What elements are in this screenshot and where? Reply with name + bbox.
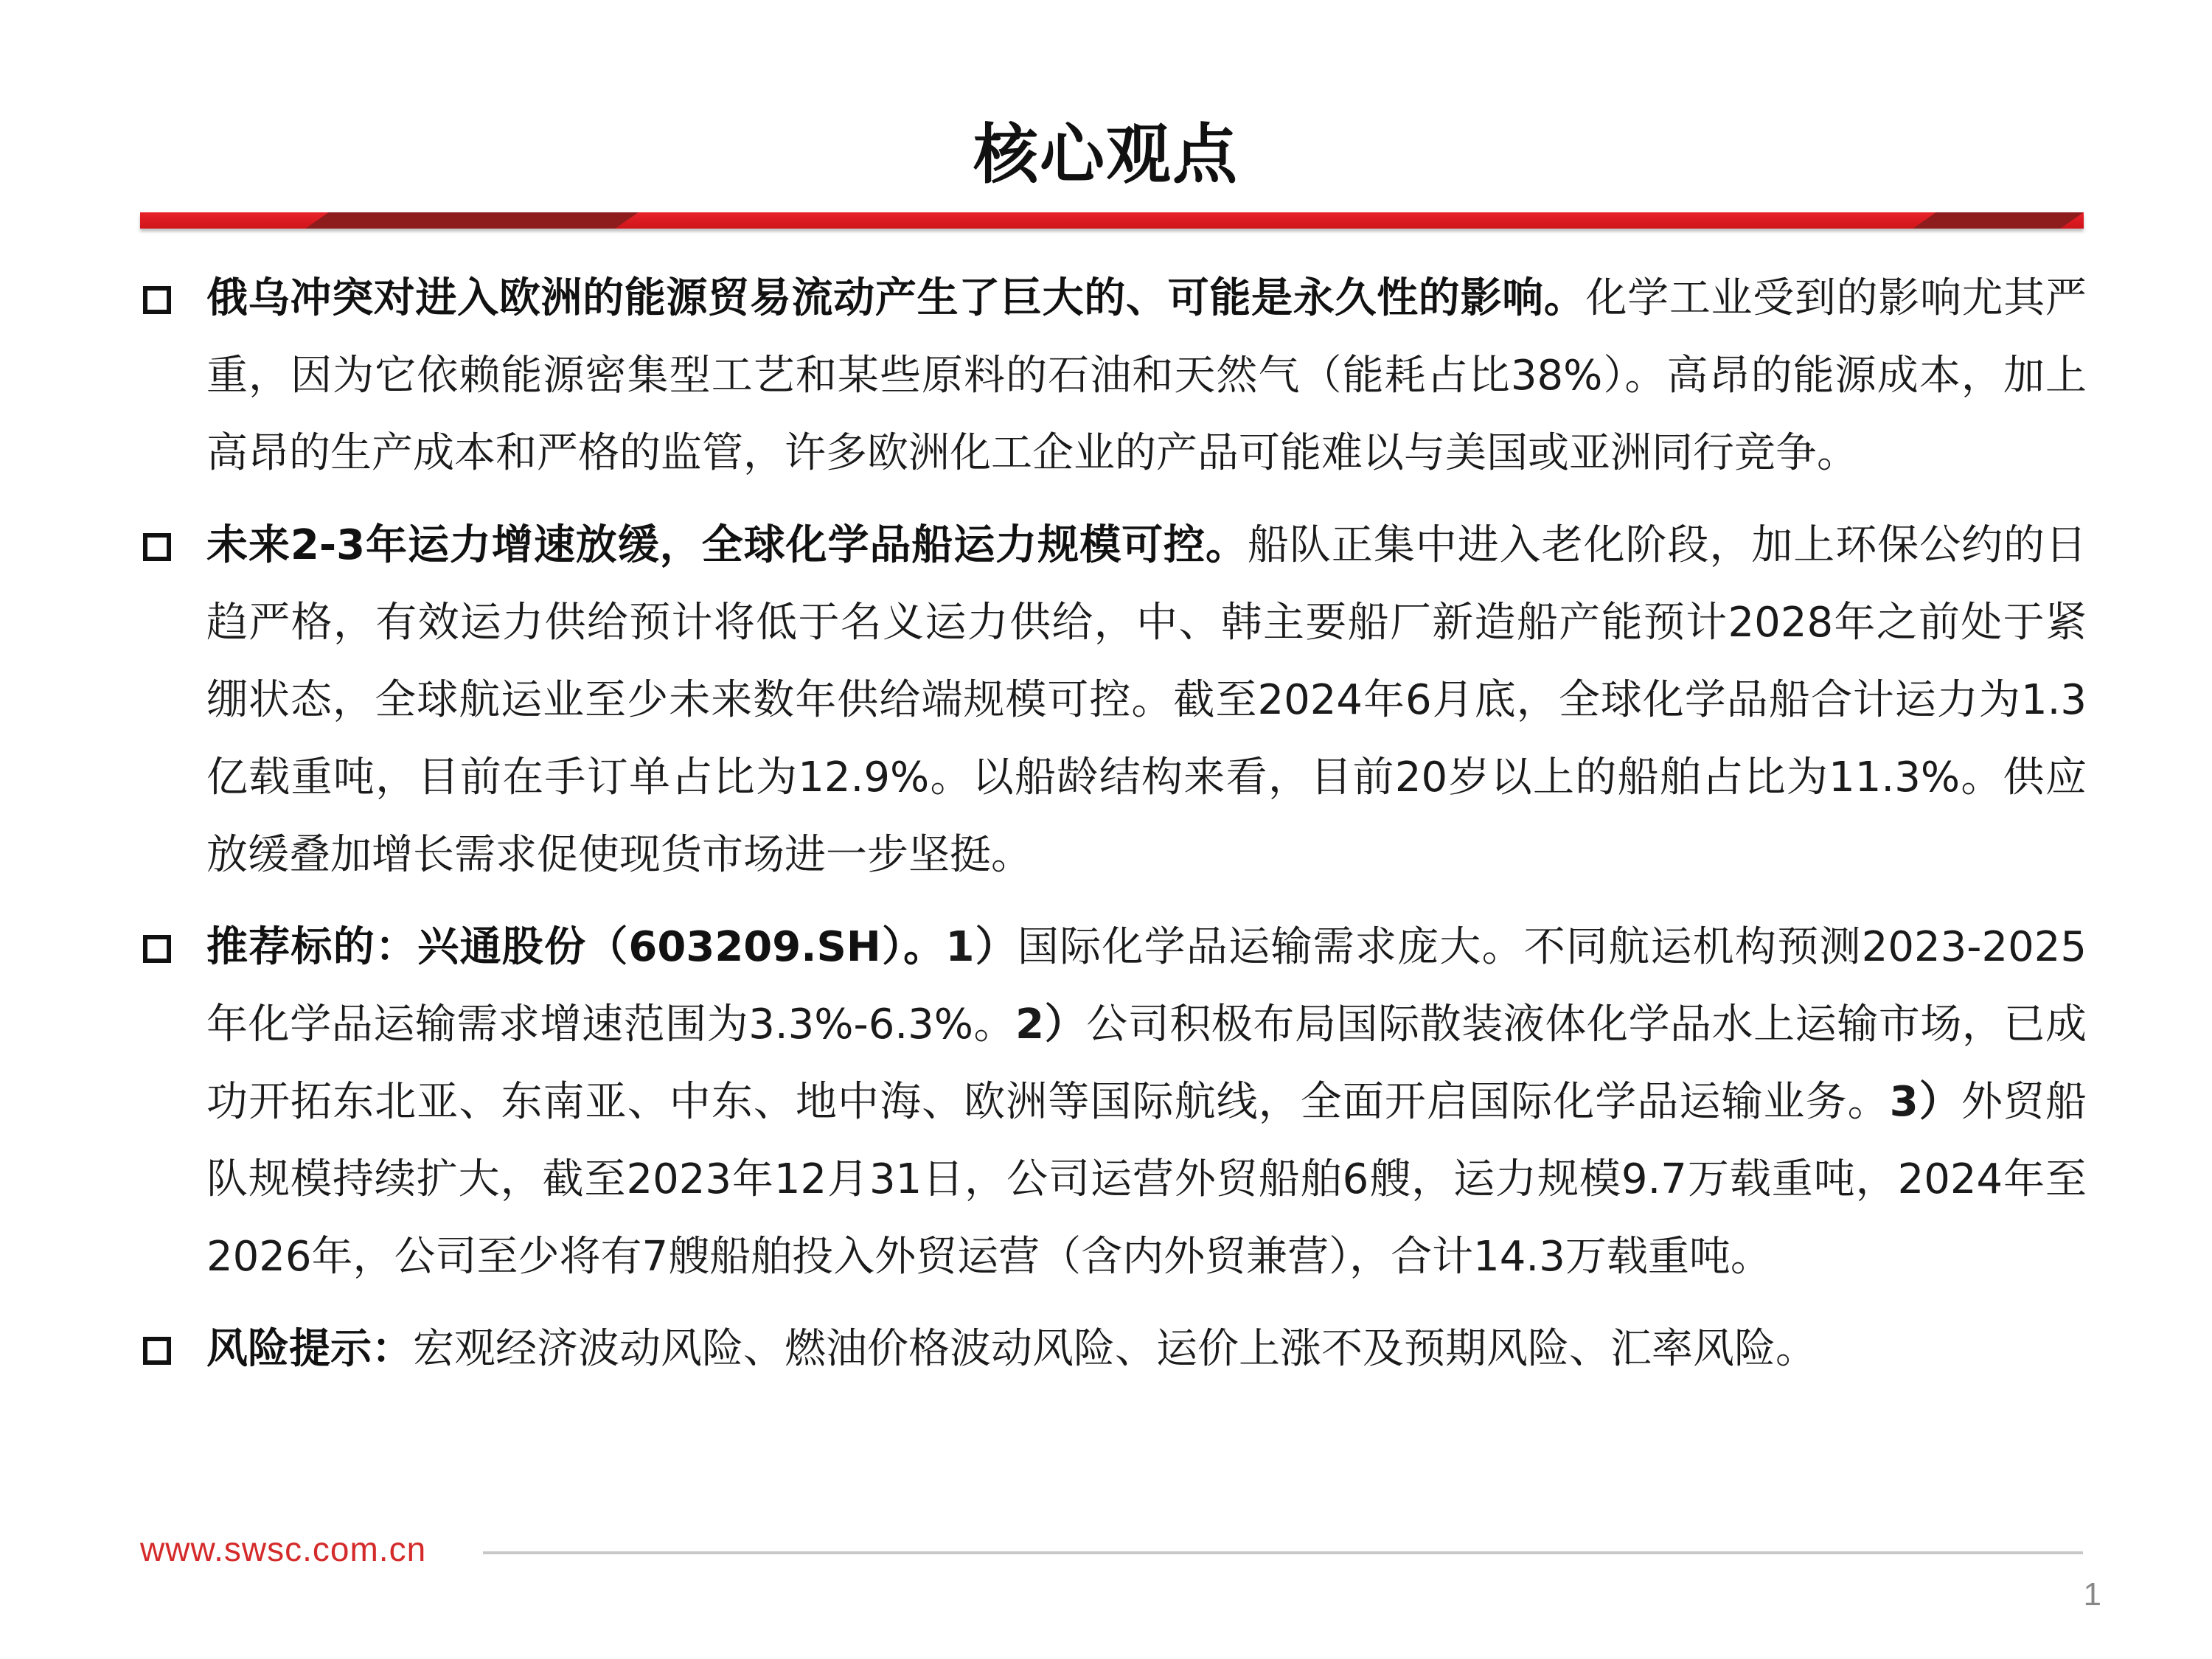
point-body: 宏观经济波动风险、燃油价格波动风险、运价上涨不及预期风险、汇率风险。: [413, 1325, 1817, 1373]
square-bullet-icon: [143, 1337, 171, 1365]
key-points: [140, 260, 2087, 1402]
point-body: 船队正集中进入老化阶段，加上环保公约的日趋严格，有效运力供给预计将低于名义运力供给，中、韩主要船厂新造船产能预计2028年之前处于紧绷状态，全球航运业至少未来数年供给端规模可控。截至2024年6月底，全球化学品船合计运力为1.3亿载重吨，目前在手订单占比为12.9%。以船龄结构来看，目前20岁以上的船舶占比为11.3%。供应放缓叠加增长需求促使现货市场进一步坚挺。: [206, 521, 2087, 879]
square-bullet-icon: [143, 286, 171, 314]
point-lead: 推荐标的：兴通股份（603209.SH）。: [206, 923, 946, 971]
point-energy-impact: [140, 260, 2087, 492]
point-sub-text: 外贸船队规模持续扩大，截至2023年12月31日，公司运营外贸船舶6艘，运力规模9.7万载重吨，2024年至2026年，公司至少将有7艘船舶投入外贸运营（含内外贸兼营），合计14.3万载重吨。: [206, 1078, 2087, 1281]
page-number: 1: [2083, 1576, 2101, 1613]
square-bullet-icon: [143, 533, 171, 561]
point-sub-text: 国际化学品运输需求庞大。不同航运机构预测2023-2025年化学品运输需求增速范围为3.3%-6.3%。: [206, 923, 2087, 1048]
point-recommendation: [140, 908, 2087, 1295]
title-bar-stripe-right: [1913, 212, 2083, 229]
square-bullet-icon: [143, 935, 171, 963]
point-lead: 未来2-3年运力增速放缓，全球化学品船运力规模可控。: [206, 521, 1248, 569]
footer-divider: [483, 1551, 2083, 1554]
point-sub-number: 2）: [1015, 1001, 1087, 1048]
point-lead: 俄乌冲突对进入欧洲的能源贸易流动产生了巨大的、可能是永久性的影响。: [206, 274, 1586, 322]
point-body: 化学工业受到的影响尤其严重，因为它依赖能源密集型工艺和某些原料的石油和天然气（能耗占比38%）。高昂的能源成本，加上高昂的生产成本和严格的监管，许多欧洲化工企业的产品可能难以与美国或亚洲同行竞争。: [206, 274, 2087, 477]
slide-title: 核心观点: [973, 116, 1239, 192]
footer-website-link[interactable]: www.swsc.com.cn: [140, 1530, 427, 1568]
point-lead: 风险提示：: [206, 1325, 413, 1373]
point-sub-number: 1）: [945, 923, 1018, 971]
title-divider-bar: [140, 212, 2084, 229]
point-risk: [140, 1310, 2087, 1388]
point-sub-number: 3）: [1889, 1078, 1961, 1126]
point-sub-text: 公司积极布局国际散装液体化学品水上运输市场，已成功开拓东北亚、东南亚、中东、地中海、欧洲等国际航线，全面开启国际化学品运输业务。: [206, 1001, 2087, 1126]
title-bar-stripe-left: [305, 212, 638, 229]
point-capacity: [140, 507, 2087, 894]
